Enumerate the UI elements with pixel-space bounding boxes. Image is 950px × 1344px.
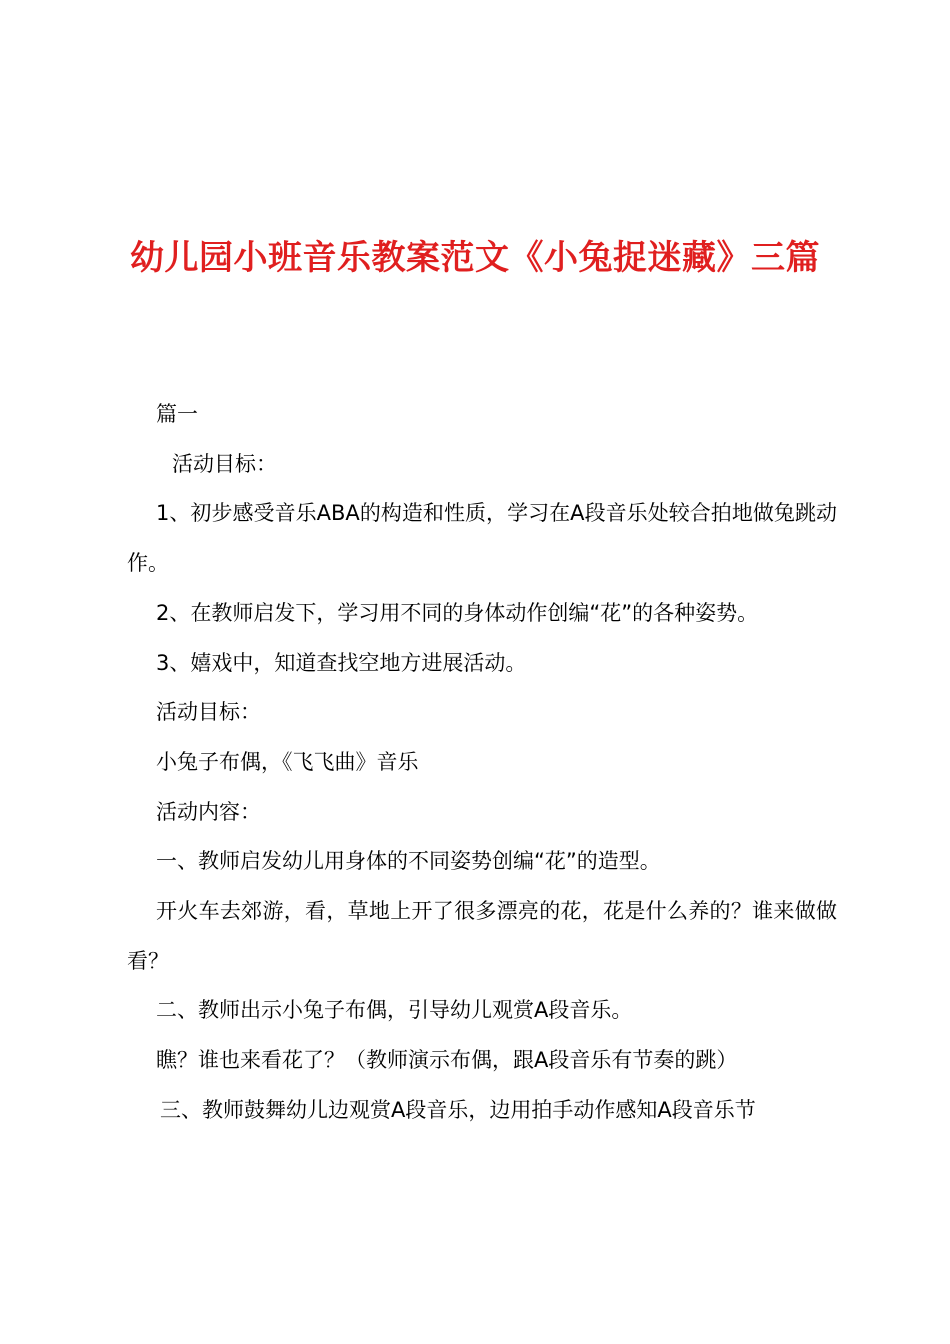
paragraph: 瞧？谁也来看花了？（教师演示布偶，跟A段音乐有节奏的跳） (156, 1048, 738, 1073)
paragraph: 活动内容： (156, 799, 261, 824)
paragraph: 活动目标： (172, 451, 277, 476)
paragraph: 二、教师出示小兔子布偶，引导幼儿观赏A段音乐。 (156, 998, 633, 1023)
paragraph: 一、教师启发幼儿用身体的不同姿势创编“花”的造型。 (156, 849, 661, 874)
paragraph: 小兔子布偶，《飞飞曲》音乐 (156, 749, 419, 774)
paragraph: 开火车去郊游，看，草地上开了很多漂亮的花，花是什么养的？谁来做做看？ (127, 899, 837, 973)
document-title: 幼儿园小班音乐教案范文《小兔捉迷藏》三篇 (130, 237, 820, 278)
document-body (127, 390, 837, 1136)
section-heading: 篇一 (156, 402, 198, 426)
paragraph: 活动目标： (156, 700, 261, 725)
paragraph: 1、初步感受音乐ABA的构造和性质，学习在A段音乐处较合拍地做兔跳动作。 (127, 501, 837, 576)
paragraph: 三、教师鼓舞幼儿边观赏A段音乐，边用拍手动作感知A段音乐节 (160, 1097, 756, 1122)
paragraph: 2、在教师启发下，学习用不同的身体动作创编“花”的各种姿势。 (156, 600, 759, 625)
paragraph: 3、嬉戏中，知道查找空地方进展活动。 (156, 650, 527, 675)
